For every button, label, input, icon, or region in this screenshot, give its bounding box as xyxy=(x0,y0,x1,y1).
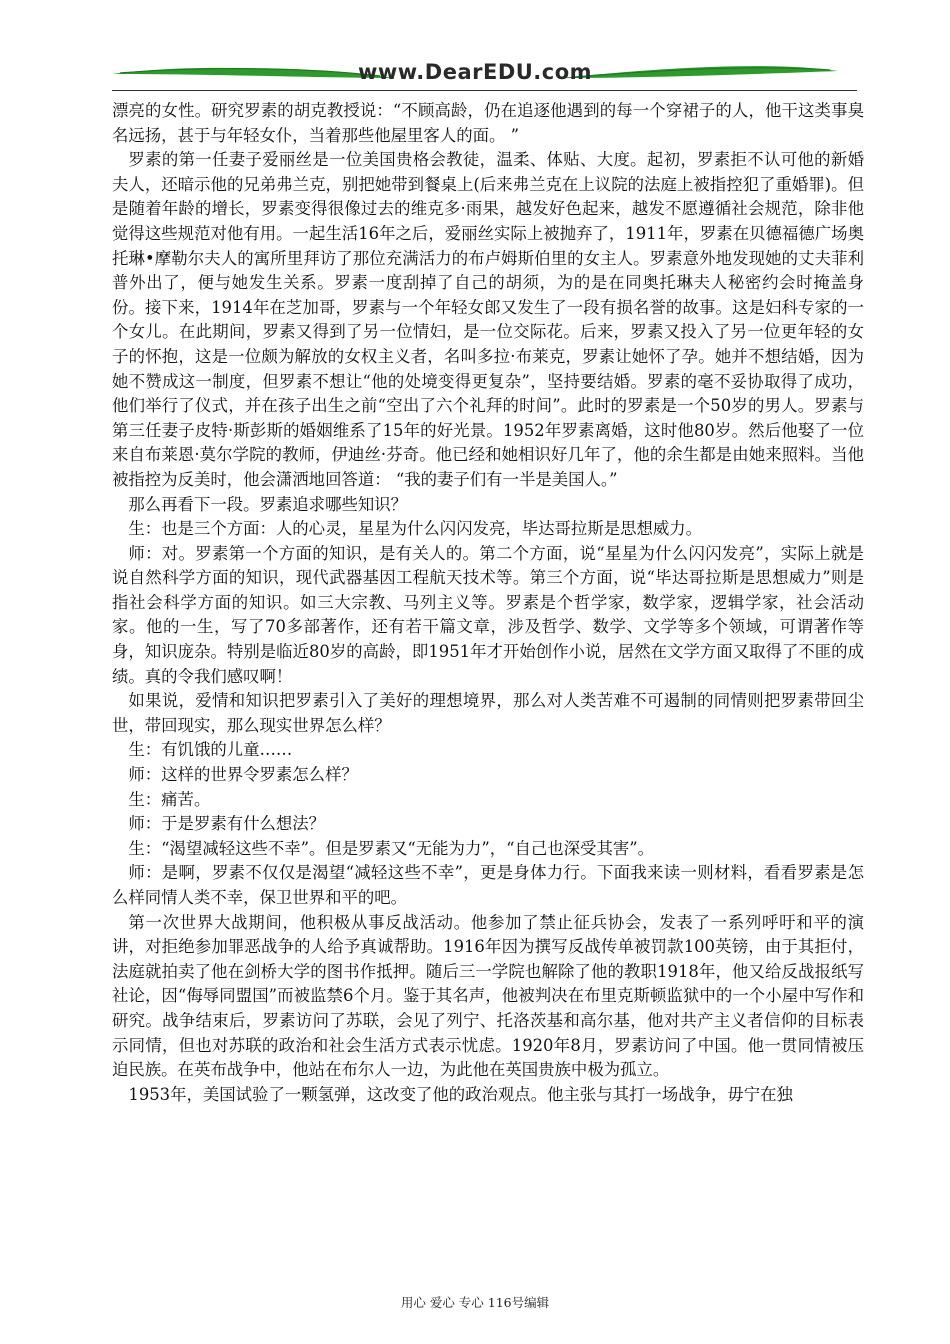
paragraph: 生：痛苦。 xyxy=(128,789,211,809)
paragraph: 生：也是三个方面：人的心灵，星星为什么闪闪发亮，毕达哥拉斯是思想威力。 xyxy=(128,519,703,539)
document-body xyxy=(112,99,864,1107)
paragraph: 师：这样的世界令罗素怎么样？ xyxy=(128,765,358,785)
paragraph: 如果说，爱情和知识把罗素引入了美好的理想境界，那么对人类苦难不可遏制的同情则把罗素带回尘世，带回现实，那么现实世界怎么样？ xyxy=(112,691,864,735)
paragraph: 第一次世界大战期间，他积极从事反战活动。他参加了禁止征兵协会，发表了一系列呼吁和平的演讲，对拒绝参加罪恶战争的人给予真诚帮助。1916年因为撰写反战传单被罚款100英镑，由于其拒付，法庭就拍卖了他在剑桥大学的图书作抵押。随后三一学院也解除了他的教职1918年，他又给反战报纸写社论，因“侮辱同盟国”而被监禁6个月。鉴于其名声，他被判决在布里克斯顿监狱中的一个小屋中写作和研究。战争结束后，罗素访问了苏联，会见了列宁、托洛茨基和高尔基，他对共产主义者信仰的目标表示同情，但也对苏联的政治和社会生活方式表示忧虑。1920年8月，罗素访问了中国。他一贯同情被压迫民族。在英布战争中，他站在布尔人一边，为此他在英国贵族中极为孤立。 xyxy=(112,912,864,1080)
site-header xyxy=(0,52,950,94)
paragraph: 生：有饥饿的儿童…… xyxy=(128,740,293,760)
header-rule xyxy=(112,90,857,91)
paragraph: 生：“渴望减轻这些不幸”。但是罗素又“无能为力”，“自己也深受其害”。 xyxy=(128,838,654,858)
paragraph: 那么再看下一段。罗素追求哪些知识？ xyxy=(128,494,408,514)
paragraph: 1953年，美国试验了一颗氢弹，这改变了他的政治观点。他主张与其打一场战争，毋宁在独 xyxy=(128,1084,793,1104)
site-name[interactable]: www.DearEDU.com xyxy=(357,60,593,84)
paragraph: 罗素的第一任妻子爱丽丝是一位美国贵格会教徒，温柔、体贴、大度。起初，罗素拒不认可他的新婚夫人，还暗示他的兄弟弗兰克，别把她带到餐桌上(后来弗兰克在上议院的法庭上被指控犯了重婚罪)。但是随着年龄的增长，罗素变得很像过去的维克多·雨果，越发好色起来，越发不愿遵循社会规范，除非他觉得这些规范对他有用。一起生活16年之后，爱丽丝实际上被抛弃了，1911年，罗素在贝德福德广场奥托琳•摩勒尔夫人的寓所里拜访了那位充满活力的布卢姆斯伯里的女主人。罗素意外地发现她的丈夫菲利普外出了，便与她发生关系。罗素一度刮掉了自己的胡须，为的是在同奥托琳夫人秘密约会时掩盖身份。接下来，1914年在芝加哥，罗素与一个年轻女郎又发生了一段有损名誉的故事。这是妇科专家的一个女儿。在此期间，罗素又得到了另一位情妇，是一位交际花。后来，罗素又投入了另一位更年轻的女子的怀抱，这是一位颇为解放的女权主义者，名叫多拉·布莱克，罗素让她怀了孕。她并不想结婚，因为她不赞成这一制度，但罗素不想让“他的处境变得更复杂”，坚持要结婚。罗素的毫不妥协取得了成功，他们举行了仪式，并在孩子出生之前“空出了六个礼拜的时间”。此时的罗素是一个50岁的男人。罗素与第三任妻子皮特·斯彭斯的婚姻维系了15年的好光景。1952年罗素离婚，这时他80岁。然后他娶了一位来自布莱恩·莫尔学院的教师，伊迪丝·芬奇。他已经和她相识好几年了，他的余生都是由她来照料。当他被指控为反美时，他会潇洒地回答道： “我的妻子们有一半是美国人。” xyxy=(112,150,864,489)
paragraph: 师：是啊，罗素不仅仅是渴望“减轻这些不幸”，更是身体力行。下面我来读一则材料，看看罗素是怎么样同情人类不幸，保卫世界和平的吧。 xyxy=(112,863,864,907)
page-footer: 用心 爱心 专心 116号编辑 xyxy=(400,1295,550,1310)
paragraph: 师：对。罗素第一个方面的知识，是有关人的。第二个方面，说“星星为什么闪闪发亮”，实际上就是说自然科学方面的知识，现代武器基因工程航天技术等。第三个方面，说“毕达哥拉斯是思想威力”则是指社会科学方面的知识。如三大宗教、马列主义等。罗素是个哲学家，数学家，逻辑学家，社会活动家。他的一生，写了70多部著作，还有若干篇文章，涉及哲学、数学、文学等多个领域，可谓著作等身，知识庞杂。特别是临近80岁的高龄，即1951年才开始创作小说，居然在文学方面又取得了不匪的成绩。真的令我们感叹啊！ xyxy=(112,543,864,686)
paragraph: 漂亮的女性。研究罗素的胡克教授说：“不顾高龄，仍在追逐他遇到的每一个穿裙子的人，他干这类事臭名远扬，甚于与年轻女仆，当着那些他屋里客人的面。 ” xyxy=(112,101,864,145)
paragraph: 师：于是罗素有什么想法？ xyxy=(128,814,326,834)
